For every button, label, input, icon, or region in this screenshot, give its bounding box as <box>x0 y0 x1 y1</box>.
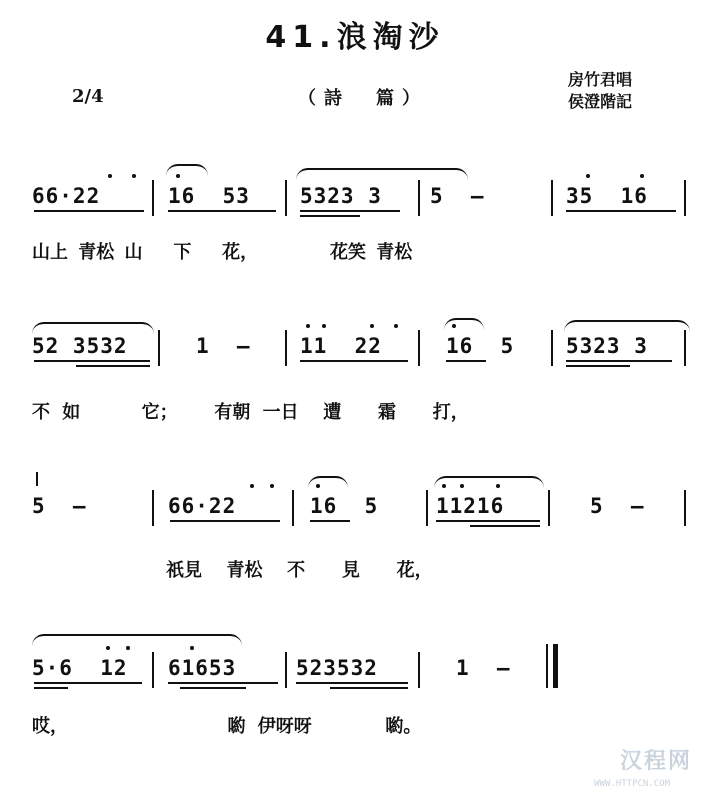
slur <box>434 476 544 488</box>
underline <box>566 360 672 362</box>
octave-dot <box>394 324 398 328</box>
bar-line <box>684 490 686 526</box>
tie-mark <box>36 472 38 486</box>
lyrics-line-2: 不 如 它； 有朝 一日 遭 霜 打， <box>32 402 469 423</box>
underline <box>296 682 408 684</box>
octave-dot <box>190 646 194 650</box>
octave-dot <box>442 484 446 488</box>
notes-line-2: 52 3532 <box>32 334 128 358</box>
octave-dot <box>132 174 136 178</box>
slur <box>564 320 690 332</box>
watermark-url: WWW.HTTPCN.COM <box>594 779 670 789</box>
bar-line <box>418 330 420 366</box>
notes-line-3: 5 — <box>32 494 87 518</box>
bar-line <box>551 330 553 366</box>
underline <box>310 520 350 522</box>
bar-line <box>418 652 420 688</box>
bar-line <box>285 652 287 688</box>
octave-dot <box>108 174 112 178</box>
notes-line-3: 11216 <box>436 494 505 518</box>
final-bar-thin <box>546 644 548 688</box>
bar-line <box>285 330 287 366</box>
octave-dot <box>370 324 374 328</box>
score-line-4 <box>0 634 710 694</box>
notes-line-3: 66·22 <box>168 494 237 518</box>
underline <box>566 365 630 367</box>
underline <box>34 687 68 689</box>
bar-line <box>158 330 160 366</box>
octave-dot <box>460 484 464 488</box>
lyrics-line-4: 哎， 喲 伊呀呀 喲。 <box>32 716 422 737</box>
octave-dot <box>270 484 274 488</box>
octave-dot <box>322 324 326 328</box>
underline <box>446 360 486 362</box>
bar-line <box>152 490 154 526</box>
underline <box>34 682 142 684</box>
underline <box>76 365 150 367</box>
score-line-1 <box>0 162 710 222</box>
underline <box>168 682 278 684</box>
notes-line-1: 5 — <box>430 184 485 208</box>
octave-dot <box>106 646 110 650</box>
octave-dot <box>306 324 310 328</box>
underline <box>330 687 408 689</box>
page-title: 41.浪淘沙 <box>265 20 445 55</box>
score-line-2 <box>0 312 710 372</box>
notes-line-3: 16 5 <box>310 494 379 518</box>
bar-line <box>152 652 154 688</box>
notes-line-4: 1 — <box>456 656 511 680</box>
underline <box>300 360 408 362</box>
underline <box>470 525 540 527</box>
slur <box>308 476 348 488</box>
underline <box>300 215 360 217</box>
octave-dot <box>496 484 500 488</box>
notes-line-4: 61653 <box>168 656 237 680</box>
bar-line <box>285 180 287 216</box>
time-signature: 2/4 <box>72 86 104 107</box>
notes-line-1: 35 16 <box>566 184 648 208</box>
slur <box>296 168 468 180</box>
slur <box>32 634 242 646</box>
notes-line-3: 5 — <box>590 494 645 518</box>
subtitle: （詩 篇） <box>298 88 428 109</box>
underline <box>436 520 540 522</box>
notes-line-1: 5323 3 <box>300 184 382 208</box>
slur <box>32 322 154 334</box>
underline <box>300 210 400 212</box>
notes-line-2: 11 22 <box>300 334 382 358</box>
notes-line-4: 5·6 12 <box>32 656 128 680</box>
bar-line <box>551 180 553 216</box>
underline <box>566 210 676 212</box>
octave-dot <box>640 174 644 178</box>
lyrics-line-1: 山上 青松 山 下 花， 花笑 青松 <box>32 242 413 263</box>
octave-dot <box>586 174 590 178</box>
underline <box>34 360 150 362</box>
notes-line-1: 16 53 <box>168 184 250 208</box>
notes-line-1: 66·22 <box>32 184 101 208</box>
credit-singer: 房竹君唱 <box>568 70 633 89</box>
lyrics-line-3: 祇見 青松 不 見 花， <box>166 560 433 581</box>
notes-line-2: 1 — <box>196 334 251 358</box>
slur <box>444 318 484 330</box>
underline <box>180 687 246 689</box>
notes-line-4: 523532 <box>296 656 378 680</box>
underline <box>168 210 276 212</box>
credit-transcriber: 侯澄階記 <box>568 92 633 111</box>
bar-line <box>426 490 428 526</box>
watermark-logo: 汉程网 <box>619 749 692 774</box>
octave-dot <box>250 484 254 488</box>
bar-line <box>418 180 420 216</box>
octave-dot <box>316 484 320 488</box>
bar-line <box>684 180 686 216</box>
octave-dot <box>176 174 180 178</box>
underline <box>34 210 144 212</box>
underline <box>170 520 280 522</box>
notes-line-2: 16 5 <box>446 334 515 358</box>
slur <box>166 164 208 176</box>
final-bar-thick <box>553 644 558 688</box>
bar-line <box>684 330 686 366</box>
bar-line <box>152 180 154 216</box>
octave-dot <box>126 646 130 650</box>
bar-line <box>292 490 294 526</box>
notes-line-2: 5323 3 <box>566 334 648 358</box>
score-line-3 <box>0 472 710 532</box>
octave-dot <box>452 324 456 328</box>
bar-line <box>548 490 550 526</box>
